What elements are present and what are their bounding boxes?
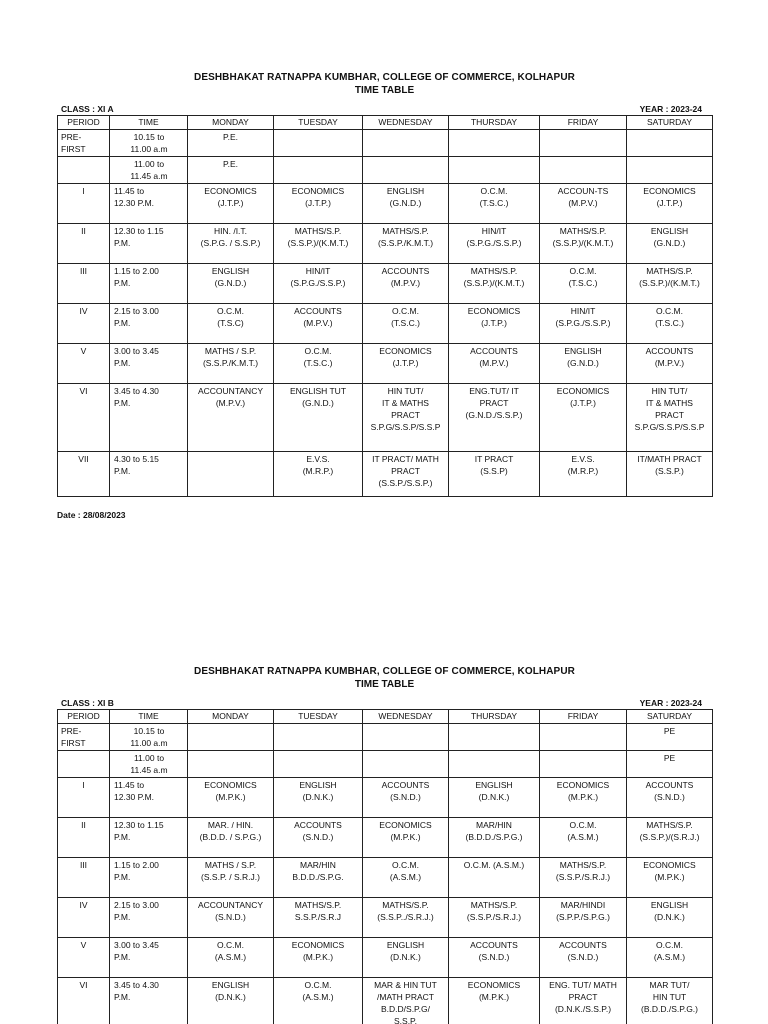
subject-cell: MATHS/S.P. (S.S.P./K.M.T.) bbox=[363, 224, 449, 264]
subject-cell: MATHS/S.P. (S.S.P./S.R.J.) bbox=[449, 898, 540, 938]
time-cell: 2.15 to 3.00 P.M. bbox=[110, 304, 188, 344]
subject-cell: ENGLISH (G.N.D.) bbox=[188, 264, 274, 304]
subject-cell: HIN TUT/ IT & MATHS PRACT S.P.G/S.S.P/S.S.P bbox=[363, 384, 449, 452]
subject-cell bbox=[363, 724, 449, 751]
subject-cell: ENGLISH (D.N.K.) bbox=[188, 978, 274, 1024]
subject-cell bbox=[627, 157, 713, 184]
subject-cell: O.C.M. (A.S.M.) bbox=[274, 978, 363, 1024]
subject-cell bbox=[627, 130, 713, 157]
period-cell: I bbox=[58, 184, 110, 224]
subject-cell: O.C.M. (T.S.C.) bbox=[363, 304, 449, 344]
subject-cell: PE bbox=[627, 751, 713, 778]
timetable-grid bbox=[57, 709, 713, 1024]
table-row bbox=[58, 858, 713, 898]
subject-cell: ENGLISH (D.N.K.) bbox=[363, 938, 449, 978]
college-name: DESHBHAKAT RATNAPPA KUMBHAR, COLLEGE OF COMMERCE, KOLHAPUR bbox=[194, 666, 575, 677]
period-cell: III bbox=[58, 264, 110, 304]
document-subtitle: TIME TABLE bbox=[354, 85, 415, 96]
period-cell: II bbox=[58, 224, 110, 264]
table-row bbox=[58, 224, 713, 264]
period-cell: VII bbox=[58, 452, 110, 497]
subject-cell: MATHS/S.P. (S.S.P.)/(S.R.J.) bbox=[627, 818, 713, 858]
subject-cell: MAR/HIN (B.D.D./S.P.G.) bbox=[449, 818, 540, 858]
subject-cell: ECONOMICS (J.T.P.) bbox=[540, 384, 627, 452]
column-header: WEDNESDAY bbox=[363, 710, 449, 724]
header-row bbox=[58, 710, 713, 724]
subject-cell: MATHS/S.P. (S.S.P.)/(K.M.T.) bbox=[449, 264, 540, 304]
subject-cell: ECONOMICS (J.T.P.) bbox=[449, 304, 540, 344]
column-header: WEDNESDAY bbox=[363, 116, 449, 130]
column-header: THURSDAY bbox=[449, 710, 540, 724]
subject-cell: ACCOUNTANCY (M.P.V.) bbox=[188, 384, 274, 452]
class-label: CLASS : XI A bbox=[61, 104, 114, 114]
table-row bbox=[58, 898, 713, 938]
year-label: YEAR : 2023-24 bbox=[639, 698, 702, 708]
time-cell: 10.15 to 11.00 a.m bbox=[110, 724, 188, 751]
table-row bbox=[58, 818, 713, 858]
period-cell: IV bbox=[58, 898, 110, 938]
table-row bbox=[58, 778, 713, 818]
column-header: TUESDAY bbox=[274, 116, 363, 130]
subject-cell: ACCOUNTS (M.P.V.) bbox=[274, 304, 363, 344]
header-row bbox=[58, 116, 713, 130]
column-header: PERIOD bbox=[58, 116, 110, 130]
subject-cell: ACCOUNTS (S.N.D.) bbox=[627, 778, 713, 818]
subject-cell: ACCOUNTS (M.P.V.) bbox=[449, 344, 540, 384]
subject-cell: ACCOUN-TS (M.P.V.) bbox=[540, 184, 627, 224]
subject-cell: HIN. /I.T. (S.P.G. / S.S.P.) bbox=[188, 224, 274, 264]
subject-cell: O.C.M. (A.S.M.) bbox=[449, 858, 540, 898]
column-header: MONDAY bbox=[188, 710, 274, 724]
subject-cell: MATHS / S.P. (S.S.P./K.M.T.) bbox=[188, 344, 274, 384]
subject-cell: ACCOUNTS (M.P.V.) bbox=[363, 264, 449, 304]
subject-cell: MATHS/S.P. (S.S.P.)/(K.M.T.) bbox=[274, 224, 363, 264]
subject-cell: ECONOMICS (M.P.K.) bbox=[363, 818, 449, 858]
year-label: YEAR : 2023-24 bbox=[639, 104, 702, 114]
time-cell: 12.30 to 1.15 P.M. bbox=[110, 224, 188, 264]
column-header: FRIDAY bbox=[540, 710, 627, 724]
subject-cell: MAR & HIN TUT /MATH PRACT B.D.D/S.P.G/ S.S.P. bbox=[363, 978, 449, 1024]
subject-cell: P.E. bbox=[188, 157, 274, 184]
time-cell: 1.15 to 2.00 P.M. bbox=[110, 858, 188, 898]
period-cell: PRE- FIRST bbox=[58, 130, 110, 157]
subject-cell bbox=[449, 751, 540, 778]
subject-cell bbox=[274, 751, 363, 778]
subject-cell: IT/MATH PRACT (S.S.P.) bbox=[627, 452, 713, 497]
subject-cell: ECONOMICS (M.P.K.) bbox=[449, 978, 540, 1024]
subject-cell: ECONOMICS (J.T.P.) bbox=[627, 184, 713, 224]
subject-cell: MATHS/S.P. (S.S.P./S.R.J.) bbox=[540, 858, 627, 898]
time-cell: 11.00 to 11.45 a.m bbox=[110, 751, 188, 778]
subject-cell: ACCOUNTS (S.N.D.) bbox=[449, 938, 540, 978]
subject-cell: MATHS/S.P. S.S.P./S.R.J bbox=[274, 898, 363, 938]
subject-cell: E.V.S. (M.R.P.) bbox=[274, 452, 363, 497]
period-cell: VI bbox=[58, 978, 110, 1024]
subject-cell bbox=[188, 724, 274, 751]
subject-cell: O.C.M. (T.S.C.) bbox=[540, 264, 627, 304]
subject-cell: ENGLISH (G.N.D.) bbox=[363, 184, 449, 224]
subject-cell: ENGLISH (D.N.K.) bbox=[627, 898, 713, 938]
column-header: TIME bbox=[110, 116, 188, 130]
period-cell: V bbox=[58, 344, 110, 384]
subject-cell bbox=[449, 130, 540, 157]
time-cell: 11.45 to 12.30 P.M. bbox=[110, 778, 188, 818]
subject-cell bbox=[449, 157, 540, 184]
column-header: TIME bbox=[110, 710, 188, 724]
time-cell: 3.00 to 3.45 P.M. bbox=[110, 344, 188, 384]
subject-cell: O.C.M. (T.S.C.) bbox=[274, 344, 363, 384]
subject-cell: P.E. bbox=[188, 130, 274, 157]
subject-cell: O.C.M. (A.S.M.) bbox=[363, 858, 449, 898]
subject-cell: O.C.M. (T.S.C.) bbox=[449, 184, 540, 224]
period-cell: IV bbox=[58, 304, 110, 344]
time-cell: 3.45 to 4.30 P.M. bbox=[110, 384, 188, 452]
subject-cell bbox=[540, 724, 627, 751]
subject-cell: IT PRACT (S.S.P) bbox=[449, 452, 540, 497]
period-cell: II bbox=[58, 818, 110, 858]
subject-cell: ENGLISH (D.N.K.) bbox=[449, 778, 540, 818]
timetable-xi-b bbox=[57, 666, 712, 1024]
period-cell bbox=[58, 157, 110, 184]
period-cell: VI bbox=[58, 384, 110, 452]
table-row bbox=[58, 938, 713, 978]
table-row bbox=[58, 751, 713, 778]
period-cell: V bbox=[58, 938, 110, 978]
subject-cell: O.C.M. (A.S.M.) bbox=[540, 818, 627, 858]
time-cell: 1.15 to 2.00 P.M. bbox=[110, 264, 188, 304]
date-label: Date : 28/08/2023 bbox=[57, 510, 126, 520]
subject-cell bbox=[188, 751, 274, 778]
subject-cell: ECONOMICS (M.P.K.) bbox=[627, 858, 713, 898]
subject-cell: ACCOUNTS (S.N.D.) bbox=[363, 778, 449, 818]
subject-cell bbox=[540, 130, 627, 157]
column-header: THURSDAY bbox=[449, 116, 540, 130]
timetable-grid bbox=[57, 115, 713, 497]
subject-cell: MATHS/S.P. (S.S.P.)/(K.M.T.) bbox=[540, 224, 627, 264]
column-header: SATURDAY bbox=[627, 116, 713, 130]
period-cell bbox=[58, 751, 110, 778]
subject-cell: MATHS / S.P. (S.S.P. / S.R.J.) bbox=[188, 858, 274, 898]
table-row bbox=[58, 724, 713, 751]
subject-cell: ACCOUNTS (S.N.D.) bbox=[540, 938, 627, 978]
time-cell: 4.30 to 5.15 P.M. bbox=[110, 452, 188, 497]
document-subtitle: TIME TABLE bbox=[354, 679, 415, 690]
table-row bbox=[58, 184, 713, 224]
table-row bbox=[58, 264, 713, 304]
time-cell: 11.00 to 11.45 a.m bbox=[110, 157, 188, 184]
class-year-row bbox=[57, 104, 712, 115]
subject-cell: HIN/IT (S.P.G./S.S.P.) bbox=[540, 304, 627, 344]
subject-cell: O.C.M. (A.S.M.) bbox=[188, 938, 274, 978]
column-header: TUESDAY bbox=[274, 710, 363, 724]
subject-cell: MATHS/S.P. (S.S.P../S.R.J.) bbox=[363, 898, 449, 938]
table-row bbox=[58, 344, 713, 384]
subject-cell: IT PRACT/ MATH PRACT (S.S.P./S.S.P.) bbox=[363, 452, 449, 497]
subject-cell bbox=[363, 751, 449, 778]
subject-cell: MAR. / HIN. (B.D.D. / S.P.G.) bbox=[188, 818, 274, 858]
subject-cell: HIN/IT (S.P.G./S.S.P.) bbox=[449, 224, 540, 264]
subject-cell bbox=[363, 130, 449, 157]
subject-cell: MAR TUT/ HIN TUT (B.D.D./S.P.G.) bbox=[627, 978, 713, 1024]
table-row bbox=[58, 304, 713, 344]
column-header: SATURDAY bbox=[627, 710, 713, 724]
subject-cell bbox=[363, 157, 449, 184]
time-cell: 2.15 to 3.00 P.M. bbox=[110, 898, 188, 938]
period-cell: PRE- FIRST bbox=[58, 724, 110, 751]
table-row bbox=[58, 978, 713, 1024]
table-row bbox=[58, 130, 713, 157]
subject-cell: ECONOMICS (M.P.K.) bbox=[188, 778, 274, 818]
subject-cell: O.C.M. (T.S.C.) bbox=[627, 304, 713, 344]
time-cell: 12.30 to 1.15 P.M. bbox=[110, 818, 188, 858]
subject-cell bbox=[540, 751, 627, 778]
subject-cell: ACCOUNTS (S.N.D.) bbox=[274, 818, 363, 858]
table-row bbox=[58, 452, 713, 497]
subject-cell: E.V.S. (M.R.P.) bbox=[540, 452, 627, 497]
subject-cell: ECONOMICS (M.P.K.) bbox=[540, 778, 627, 818]
class-label: CLASS : XI B bbox=[61, 698, 114, 708]
class-year-row bbox=[57, 698, 712, 709]
time-cell: 10.15 to 11.00 a.m bbox=[110, 130, 188, 157]
subject-cell: ENG.TUT/ IT PRACT (G.N.D./S.S.P.) bbox=[449, 384, 540, 452]
subject-cell: ENGLISH TUT (G.N.D.) bbox=[274, 384, 363, 452]
period-cell: I bbox=[58, 778, 110, 818]
timetable-xi-a bbox=[57, 72, 712, 497]
time-cell: 3.00 to 3.45 P.M. bbox=[110, 938, 188, 978]
subject-cell bbox=[274, 157, 363, 184]
subject-cell bbox=[188, 452, 274, 497]
table-row bbox=[58, 384, 713, 452]
subject-cell: O.C.M. (T.S.C) bbox=[188, 304, 274, 344]
period-cell: III bbox=[58, 858, 110, 898]
subject-cell bbox=[540, 157, 627, 184]
subject-cell: HIN TUT/ IT & MATHS PRACT S.P.G/S.S.P/S.S.P bbox=[627, 384, 713, 452]
subject-cell: ECONOMICS (M.P.K.) bbox=[274, 938, 363, 978]
subject-cell: MATHS/S.P. (S.S.P.)/(K.M.T.) bbox=[627, 264, 713, 304]
subject-cell: ENGLISH (D.N.K.) bbox=[274, 778, 363, 818]
subject-cell: ENGLISH (G.N.D.) bbox=[627, 224, 713, 264]
subject-cell bbox=[449, 724, 540, 751]
subject-cell: ACCOUNTS (M.P.V.) bbox=[627, 344, 713, 384]
subject-cell: MAR/HINDI (S.P.P./S.P.G.) bbox=[540, 898, 627, 938]
subject-cell: HIN/IT (S.P.G./S.S.P.) bbox=[274, 264, 363, 304]
table-row bbox=[58, 157, 713, 184]
subject-cell: ECONOMICS (J.T.P.) bbox=[274, 184, 363, 224]
time-cell: 11.45 to 12.30 P.M. bbox=[110, 184, 188, 224]
subject-cell: MAR/HIN B.D.D./S.P.G. bbox=[274, 858, 363, 898]
time-cell: 3.45 to 4.30 P.M. bbox=[110, 978, 188, 1024]
subject-cell bbox=[274, 130, 363, 157]
subject-cell bbox=[274, 724, 363, 751]
subject-cell: O.C.M. (A.S.M.) bbox=[627, 938, 713, 978]
subject-cell: ACCOUNTANCY (S.N.D.) bbox=[188, 898, 274, 938]
college-name: DESHBHAKAT RATNAPPA KUMBHAR, COLLEGE OF COMMERCE, KOLHAPUR bbox=[194, 72, 575, 83]
subject-cell: ENG. TUT/ MATH PRACT (D.N.K./S.S.P.) bbox=[540, 978, 627, 1024]
subject-cell: PE bbox=[627, 724, 713, 751]
column-header: FRIDAY bbox=[540, 116, 627, 130]
column-header: PERIOD bbox=[58, 710, 110, 724]
subject-cell: ENGLISH (G.N.D.) bbox=[540, 344, 627, 384]
column-header: MONDAY bbox=[188, 116, 274, 130]
subject-cell: ECONOMICS (J.T.P.) bbox=[188, 184, 274, 224]
subject-cell: ECONOMICS (J.T.P.) bbox=[363, 344, 449, 384]
